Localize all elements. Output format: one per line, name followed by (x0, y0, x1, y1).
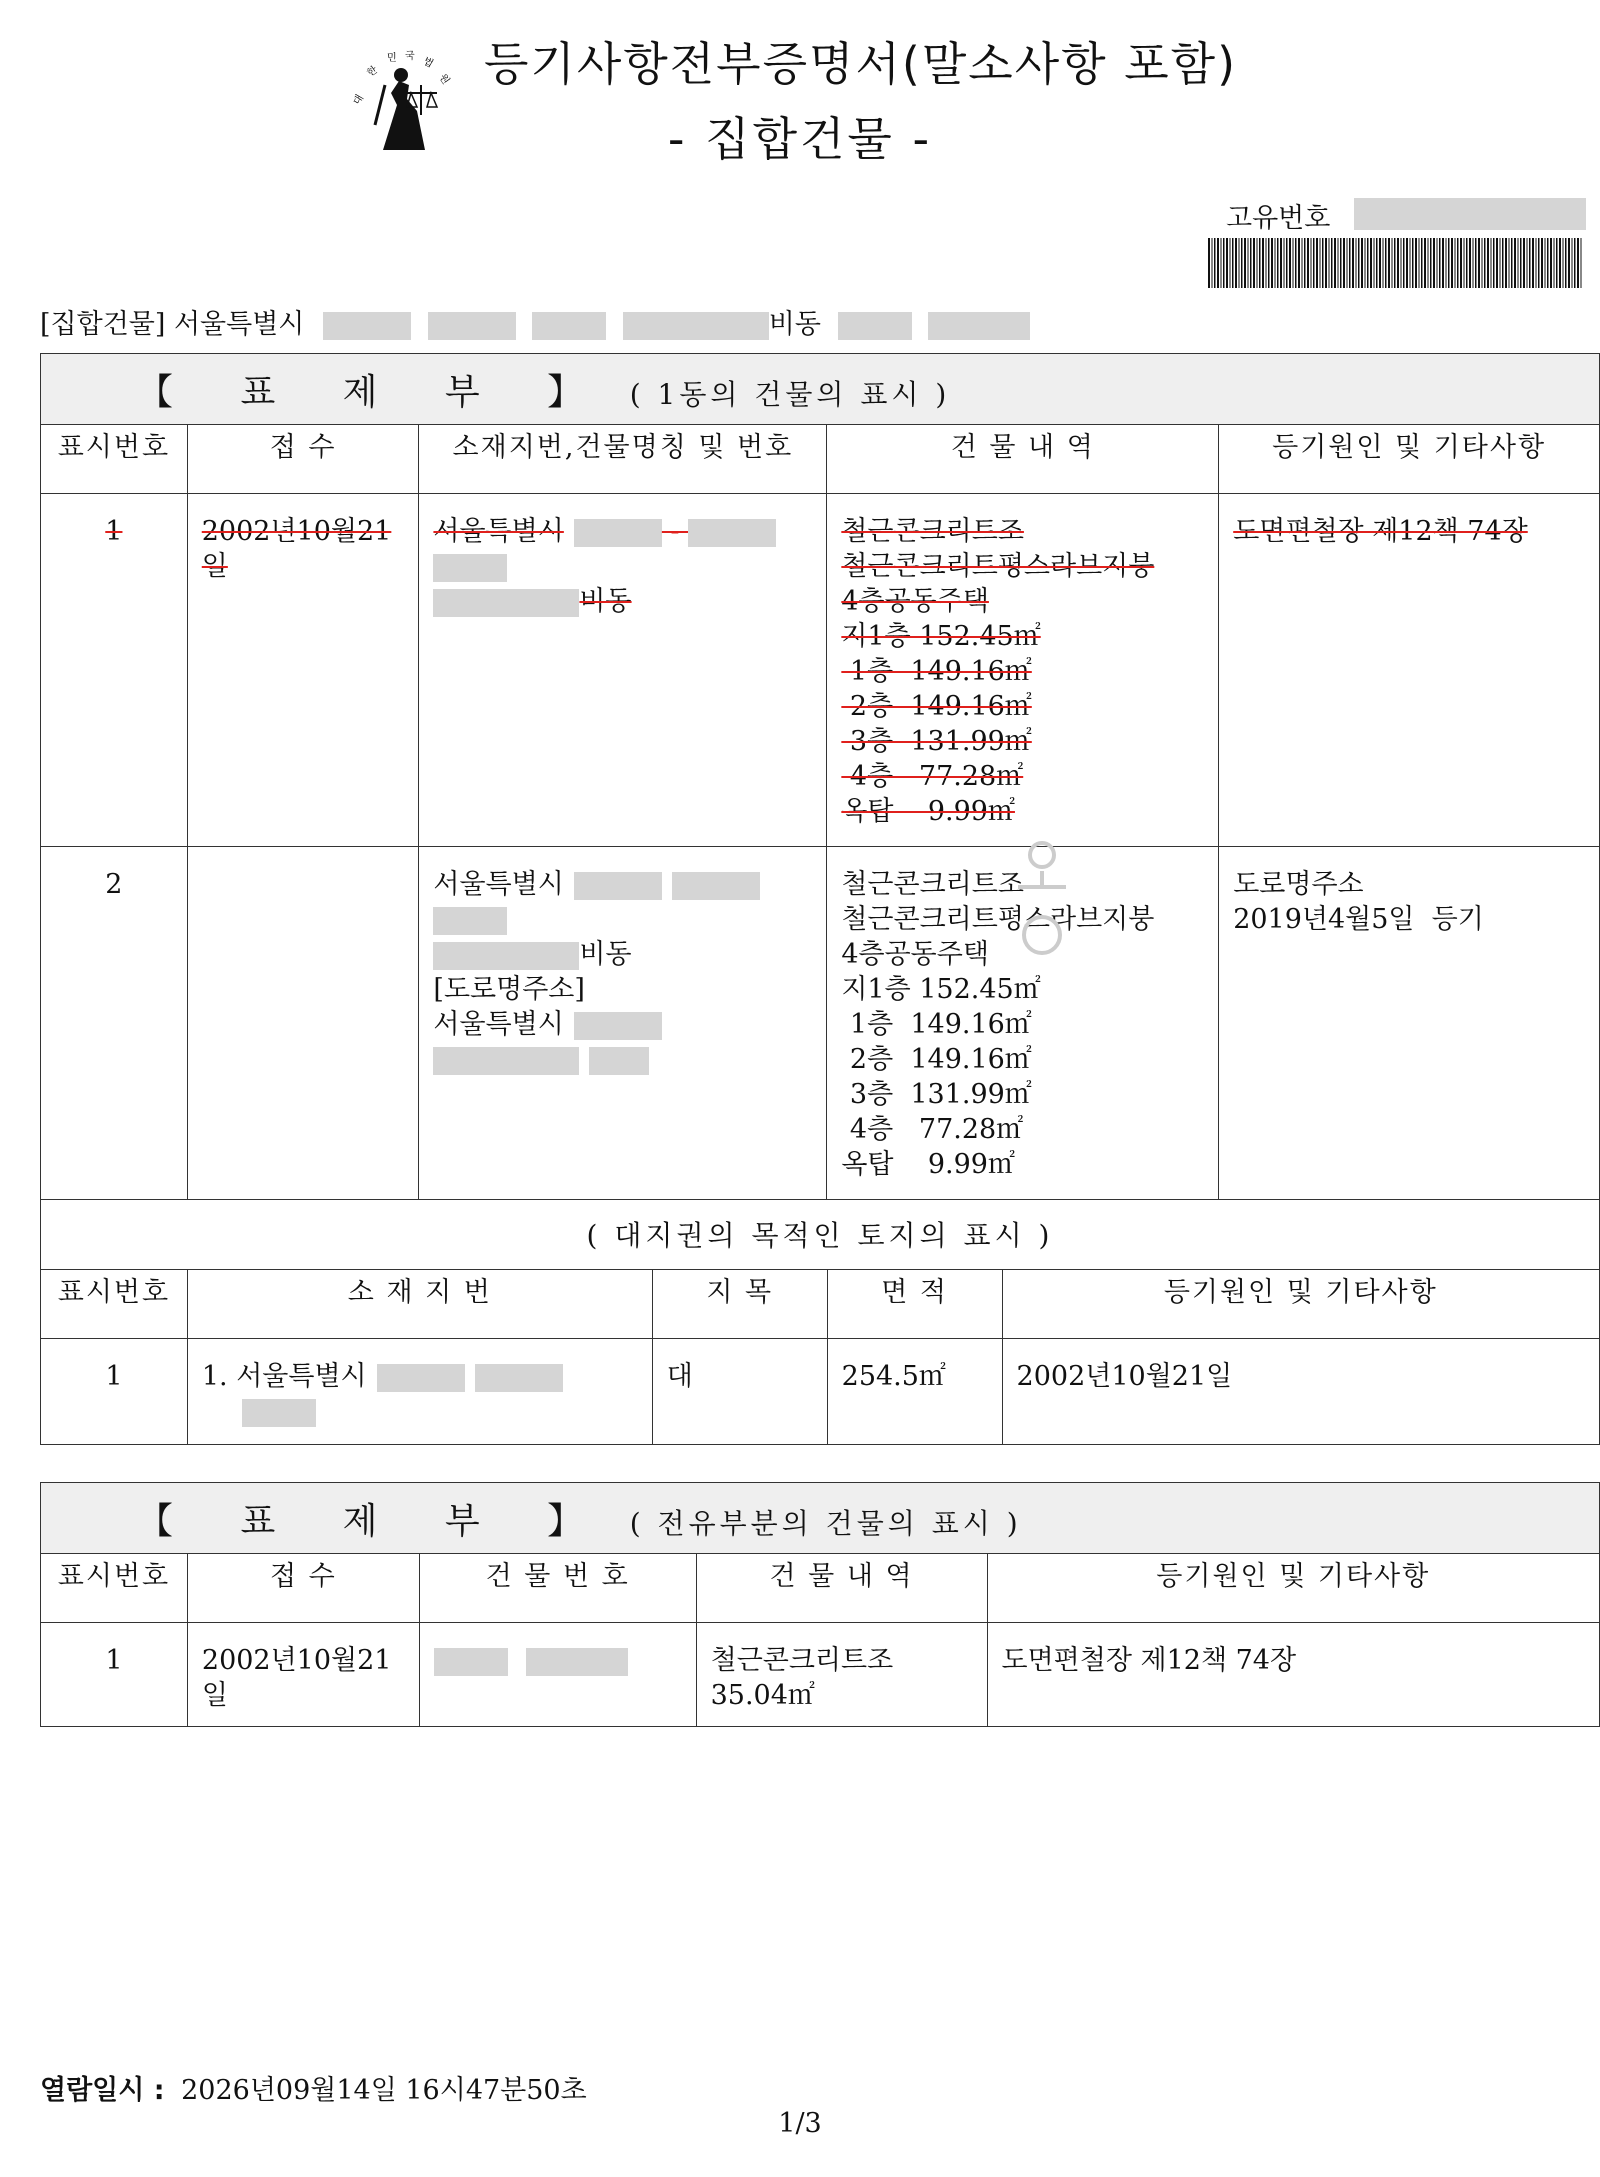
road-address-label: [도로명주소] (433, 974, 585, 1005)
table-row (41, 1623, 1600, 1727)
svg-text:한: 한 (365, 64, 380, 80)
header-building-details: 건 물 내 역 (827, 425, 1219, 494)
floor-area: 옥탑 9.99㎡ (841, 1149, 1015, 1180)
location-city: 서울특별시 (433, 516, 564, 547)
redaction (574, 1012, 662, 1040)
svg-text:대: 대 (351, 93, 367, 107)
header-land-location: 소 재 지 번 (187, 1270, 652, 1339)
document-title: 등기사항전부증명서(말소사항 포함) (484, 37, 1238, 91)
table-row: 1 2002년10월21일 서울특별시 - 비동 철근콘크리트조 철근콘크리트평스라브지붕 4층공동주택 지1층 152.45㎡ 1층 149.16㎡ 2층 149.16㎡ 3층 131.99㎡ 4층 77.28㎡ 옥탑 9.99㎡ 도면편철장 제12책 74장 (41, 494, 1600, 847)
floor-area: 2층 149.16㎡ (841, 1044, 1032, 1075)
svg-text:국: 국 (405, 51, 415, 62)
redaction (242, 1399, 316, 1427)
header-display-number: 표시번호 (41, 1270, 188, 1339)
svg-text:민: 민 (387, 53, 397, 64)
redaction (589, 1047, 649, 1075)
building-roof: 철근콘크리트평스라브지붕 (841, 551, 1155, 582)
header-received: 접 수 (187, 425, 419, 494)
redaction (574, 872, 662, 900)
unique-number-redaction (1354, 198, 1586, 230)
redaction (377, 1364, 465, 1392)
floor-area: 지1층 152.45㎡ (841, 621, 1041, 652)
redaction (532, 312, 606, 340)
floor-area: 1층 149.16㎡ (841, 656, 1032, 687)
header-cause: 등기원인 및 기타사항 (1219, 425, 1600, 494)
redaction (475, 1364, 563, 1392)
land-cause: 2002년10월21일 (1016, 1361, 1233, 1392)
land-location: 1. 서울특별시 (201, 1361, 367, 1392)
received-date: 2002년10월21일 (201, 1645, 392, 1711)
address-prefix: [집합건물] 서울특별시 (40, 309, 305, 340)
barcode-icon (1208, 238, 1582, 288)
building-use: 4층공동주택 (841, 939, 989, 970)
floor-area: 지1층 152.45㎡ (841, 974, 1041, 1005)
view-timestamp (40, 2068, 587, 2107)
floor-area: 3층 131.99㎡ (841, 726, 1032, 757)
svg-text:법: 법 (421, 55, 435, 71)
row-number: 2 (105, 869, 123, 900)
floor-area: 4층 77.28㎡ (841, 761, 1024, 792)
registration-date: 2019년4월5일 등기 (1233, 904, 1484, 935)
header-cause: 등기원인 및 기타사항 (987, 1554, 1599, 1623)
floor-area: 1층 149.16㎡ (841, 1009, 1032, 1040)
land-area: 254.5㎡ (841, 1361, 946, 1392)
floor-area: 2층 149.16㎡ (841, 691, 1032, 722)
redaction (433, 1047, 579, 1075)
header-display-number: 표시번호 (41, 1554, 188, 1623)
redaction (688, 519, 776, 547)
unique-number-label: 고유번호 (1226, 203, 1331, 234)
building-structure: 철근콘크리트조 (841, 869, 1024, 900)
view-date-label: 열람일시 : (40, 2075, 165, 2106)
registration-cause: 도면편철장 제12책 74장 (1001, 1645, 1297, 1676)
header-building-details: 건 물 내 역 (696, 1554, 987, 1623)
table-row (41, 1339, 1600, 1445)
redaction (574, 519, 662, 547)
registration-cause: 도면편철장 제12책 74장 (1233, 516, 1528, 547)
header-location: 소재지번,건물명칭 및 번호 (419, 425, 827, 494)
redaction (433, 589, 579, 617)
redaction (428, 312, 516, 340)
redaction (323, 312, 411, 340)
redaction (433, 554, 507, 582)
section-subtitle: ( 1동의 건물의 표시 ) (629, 377, 951, 411)
location-city: 서울특별시 (433, 869, 564, 900)
header-received: 접 수 (187, 1554, 419, 1623)
floor-area: 4층 77.28㎡ (841, 1114, 1024, 1145)
redaction (433, 942, 579, 970)
location-building: 비동 (579, 586, 632, 617)
unit-structure: 철근콘크리트조 (710, 1645, 894, 1676)
redaction (838, 312, 912, 340)
received-date: 2002년10월21일 (201, 516, 392, 582)
land-category: 대 (666, 1361, 693, 1392)
table-row (41, 847, 1600, 1200)
header-cause: 등기원인 및 기타사항 (1002, 1270, 1599, 1339)
location-building: 비동 (579, 939, 632, 970)
header-land-category: 지 목 (652, 1270, 827, 1339)
building-structure: 철근콘크리트조 (841, 516, 1024, 547)
row-number: 1 (105, 516, 123, 547)
road-address-city: 서울특별시 (433, 1009, 564, 1040)
redaction (672, 872, 760, 900)
property-address (40, 302, 1030, 341)
redaction (526, 1648, 628, 1676)
floor-area: 3층 131.99㎡ (841, 1079, 1032, 1110)
address-suffix: 비동 (768, 309, 821, 340)
svg-text:원: 원 (436, 72, 452, 87)
section-subtitle: ( 전유부분의 건물의 표시 ) (629, 1506, 1022, 1540)
section-title: 【 표 제 부 】 (137, 371, 612, 413)
row-number: 1 (105, 1645, 123, 1676)
document-subtitle: - 집합건물 - (667, 112, 933, 166)
watermark-icon (1010, 835, 1070, 975)
header-display-number: 표시번호 (41, 425, 188, 494)
header-land-area: 면 적 (827, 1270, 1002, 1339)
registration-cause: 도로명주소 (1233, 869, 1364, 900)
view-date: 2026년09월14일 16시47분50초 (181, 2075, 587, 2106)
building-roof: 철근콘크리트평스라브지붕 (841, 904, 1155, 935)
redaction (433, 907, 507, 935)
redaction (434, 1648, 508, 1676)
floor-area: 옥탑 9.99㎡ (841, 796, 1015, 827)
header-unit-number: 건 물 번 호 (419, 1554, 696, 1623)
redaction (623, 312, 769, 340)
land-number: 1 (105, 1361, 123, 1392)
building-title-section (40, 353, 1600, 1200)
page-number: 1/3 (778, 2108, 822, 2139)
building-use: 4층공동주택 (841, 586, 989, 617)
section-title: 【 표 제 부 】 (137, 1500, 612, 1542)
redaction (928, 312, 1030, 340)
unit-title-section (40, 1482, 1600, 1727)
unit-area: 35.04㎡ (710, 1680, 815, 1711)
land-rights-section (40, 1199, 1600, 1445)
land-section-title: ( 대지권의 목적인 토지의 표시 ) (586, 1219, 1054, 1252)
